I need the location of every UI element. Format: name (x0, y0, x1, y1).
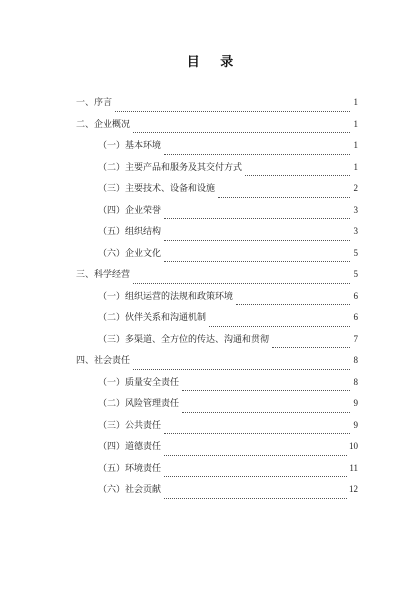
toc-entry-label: （一）质量安全责任 (98, 377, 180, 388)
toc-entry-label: （五）环境责任 (98, 463, 162, 474)
toc-entry-label: （二）风险管理责任 (98, 399, 180, 409)
toc-entry[interactable] (76, 204, 358, 226)
toc-entry-label: （一）基本环境 (98, 141, 162, 151)
toc-page-number: 1 (353, 161, 358, 172)
dot-leader (272, 346, 350, 348)
toc-page-number: 8 (353, 355, 358, 365)
toc-entry[interactable] (76, 118, 358, 140)
toc-page-number: 7 (353, 333, 358, 344)
page-title: 目 录 (186, 55, 242, 70)
toc-page-number: 1 (353, 140, 358, 150)
toc-page-number: 8 (353, 376, 358, 387)
toc-page-number: 12 (349, 484, 358, 494)
toc-page-number: 5 (353, 269, 358, 279)
toc-entry-label: （三）多渠道、全方位的传达、沟通和贯彻 (98, 334, 270, 345)
toc-entry-label: （三）公共责任 (98, 420, 162, 431)
toc-entry[interactable] (76, 483, 358, 505)
dot-leader (133, 131, 350, 133)
toc-page-number: 1 (353, 118, 358, 129)
toc-page-number: 9 (353, 398, 358, 408)
toc-entry-label: 三、科学经营 (76, 270, 131, 280)
dot-leader (115, 110, 350, 112)
toc-page-number: 6 (353, 312, 358, 322)
toc-entry-label: （二）主要产品和服务及其交付方式 (98, 162, 243, 173)
toc-entry-label: （六）企业文化 (98, 248, 162, 259)
toc-entry[interactable] (76, 225, 358, 247)
dot-leader (182, 389, 350, 391)
toc-entry[interactable] (76, 462, 358, 484)
toc-entry[interactable] (76, 333, 358, 355)
toc-entry-label: 一、序言 (76, 98, 113, 108)
toc-page-number: 2 (353, 183, 358, 193)
toc-entry[interactable] (76, 311, 358, 333)
dot-leader (164, 432, 350, 434)
toc-entry[interactable] (76, 139, 358, 161)
toc-entry-label: 二、企业概况 (76, 119, 131, 130)
toc-entry[interactable] (76, 247, 358, 269)
toc-entry-label: （三）主要技术、设备和设施 (98, 184, 216, 194)
toc-entry[interactable] (76, 397, 358, 419)
toc-page-number: 3 (353, 226, 358, 236)
dot-leader (164, 239, 350, 241)
toc-entry-label: （四）道德责任 (98, 442, 162, 452)
dot-leader (164, 475, 347, 477)
toc-entry-label: （二）伙伴关系和沟通机制 (98, 313, 207, 323)
toc-entry-label: 四、社会责任 (76, 356, 131, 366)
toc-entry[interactable] (76, 440, 358, 462)
toc-entry-label: （四）企业荣誉 (98, 205, 162, 216)
dot-leader (133, 368, 350, 370)
toc-page-number: 10 (349, 441, 358, 451)
dot-leader (182, 411, 350, 413)
toc-page-number: 6 (353, 290, 358, 301)
toc-entry[interactable] (76, 290, 358, 312)
dot-leader (164, 497, 347, 499)
dot-leader (164, 260, 350, 262)
dot-leader (245, 174, 350, 176)
dot-leader (164, 217, 350, 219)
dot-leader (218, 196, 350, 198)
dot-leader (164, 153, 350, 155)
toc-entry[interactable] (76, 182, 358, 204)
toc-page-number: 3 (353, 204, 358, 215)
toc-entry-label: （一）组织运营的法规和政策环境 (98, 291, 234, 302)
toc-entry[interactable] (76, 354, 358, 376)
toc-page-number: 1 (353, 97, 358, 107)
dot-leader (209, 325, 350, 327)
toc-entry[interactable] (76, 96, 358, 118)
toc-entry[interactable] (76, 161, 358, 183)
toc-page-number: 11 (349, 462, 358, 473)
toc-entry[interactable] (76, 268, 358, 290)
toc-page-number: 9 (353, 419, 358, 430)
toc-page-number: 5 (353, 247, 358, 258)
dot-leader (164, 454, 347, 456)
dot-leader (133, 282, 350, 284)
table-of-contents (76, 96, 358, 505)
toc-entry[interactable] (76, 419, 358, 441)
dot-leader (236, 303, 350, 305)
toc-entry-label: （六）社会贡献 (98, 485, 162, 495)
toc-entry[interactable] (76, 376, 358, 398)
toc-entry-label: （五）组织结构 (98, 227, 162, 237)
